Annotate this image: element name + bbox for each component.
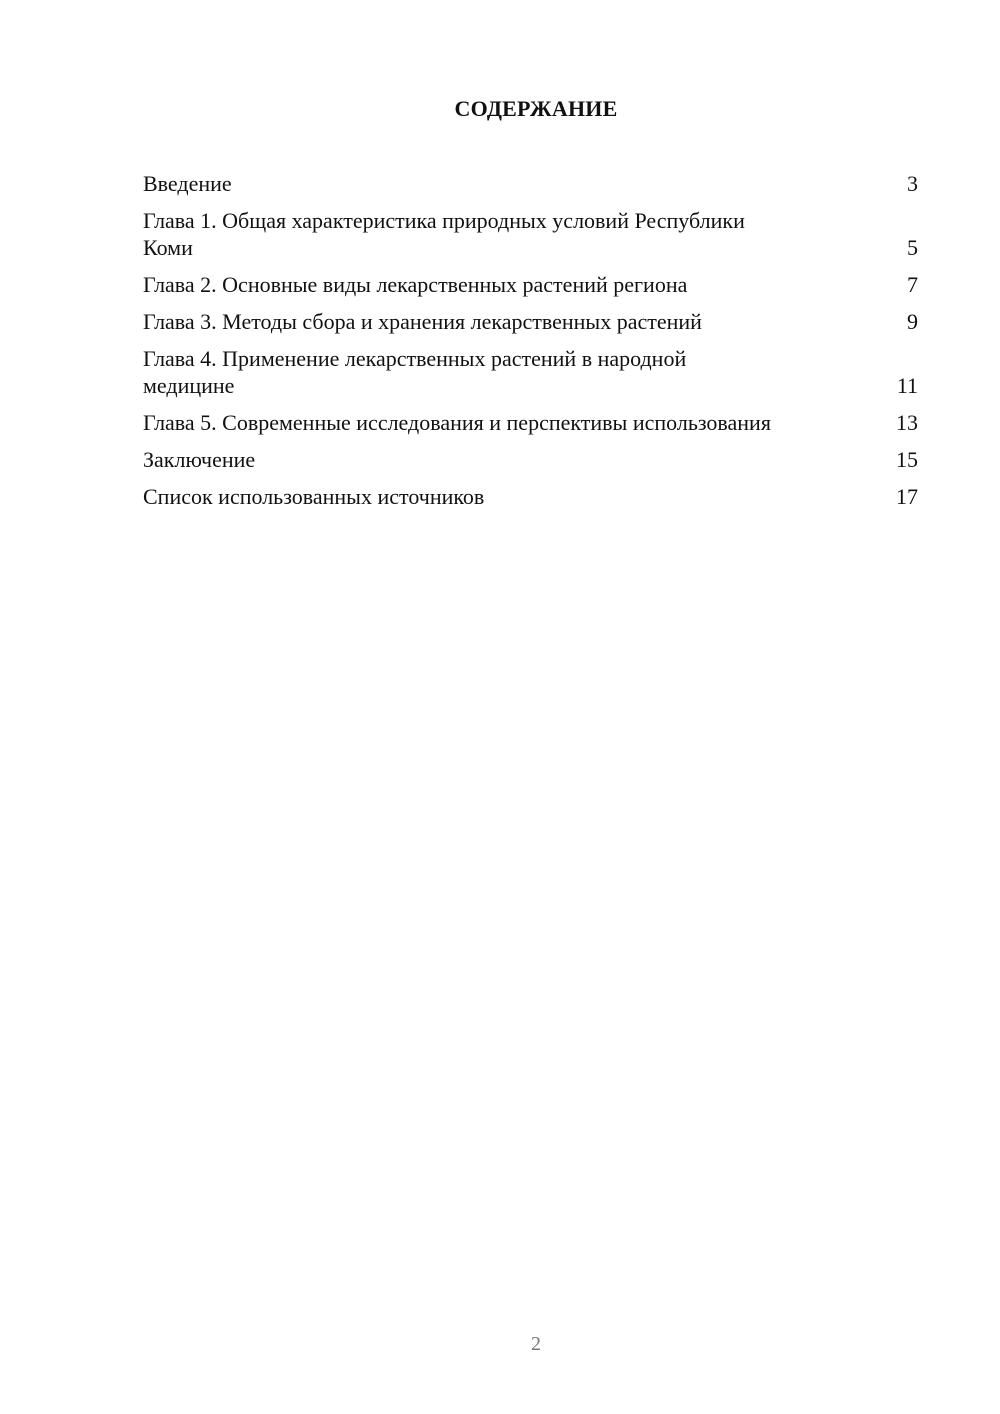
table-of-contents	[143, 170, 918, 520]
toc-entry-label: Глава 4. Применение лекарственных растений в народной медицине	[143, 346, 687, 398]
toc-entry-label: Введение	[143, 171, 232, 196]
toc-entry-page: 11	[896, 373, 918, 398]
toc-entry-page: 3	[907, 171, 918, 196]
toc-entry-label: Глава 2. Основные виды лекарственных растений региона	[143, 272, 688, 297]
toc-entry-page: 15	[896, 447, 918, 472]
toc-entry-label: Заключение	[143, 447, 256, 472]
toc-entry-label: Список использованных источников	[143, 484, 485, 509]
toc-entry-label: Глава 5. Современные исследования и перспективы использования	[143, 410, 771, 435]
toc-entry-page: 17	[896, 484, 918, 509]
page-title: СОДЕРЖАНИЕ	[454, 96, 618, 121]
toc-entry-chapter-4	[143, 345, 918, 399]
toc-entry-page: 13	[896, 410, 918, 435]
toc-entry-references	[143, 483, 918, 510]
toc-entry-chapter-2	[143, 271, 918, 298]
toc-entry-page: 7	[907, 272, 918, 297]
page-number: 2	[531, 1333, 541, 1355]
toc-entry-chapter-5	[143, 409, 918, 436]
toc-entry-chapter-1	[143, 207, 918, 261]
toc-entry-chapter-3	[143, 308, 918, 335]
toc-entry-label: Глава 1. Общая характеристика природных условий Республики Коми	[143, 208, 745, 260]
toc-entry-page: 5	[907, 235, 918, 260]
toc-entry-introduction	[143, 170, 918, 197]
toc-entry-page: 9	[907, 309, 918, 334]
toc-entry-label: Глава 3. Методы сбора и хранения лекарственных растений	[143, 309, 702, 334]
toc-entry-conclusion	[143, 446, 918, 473]
